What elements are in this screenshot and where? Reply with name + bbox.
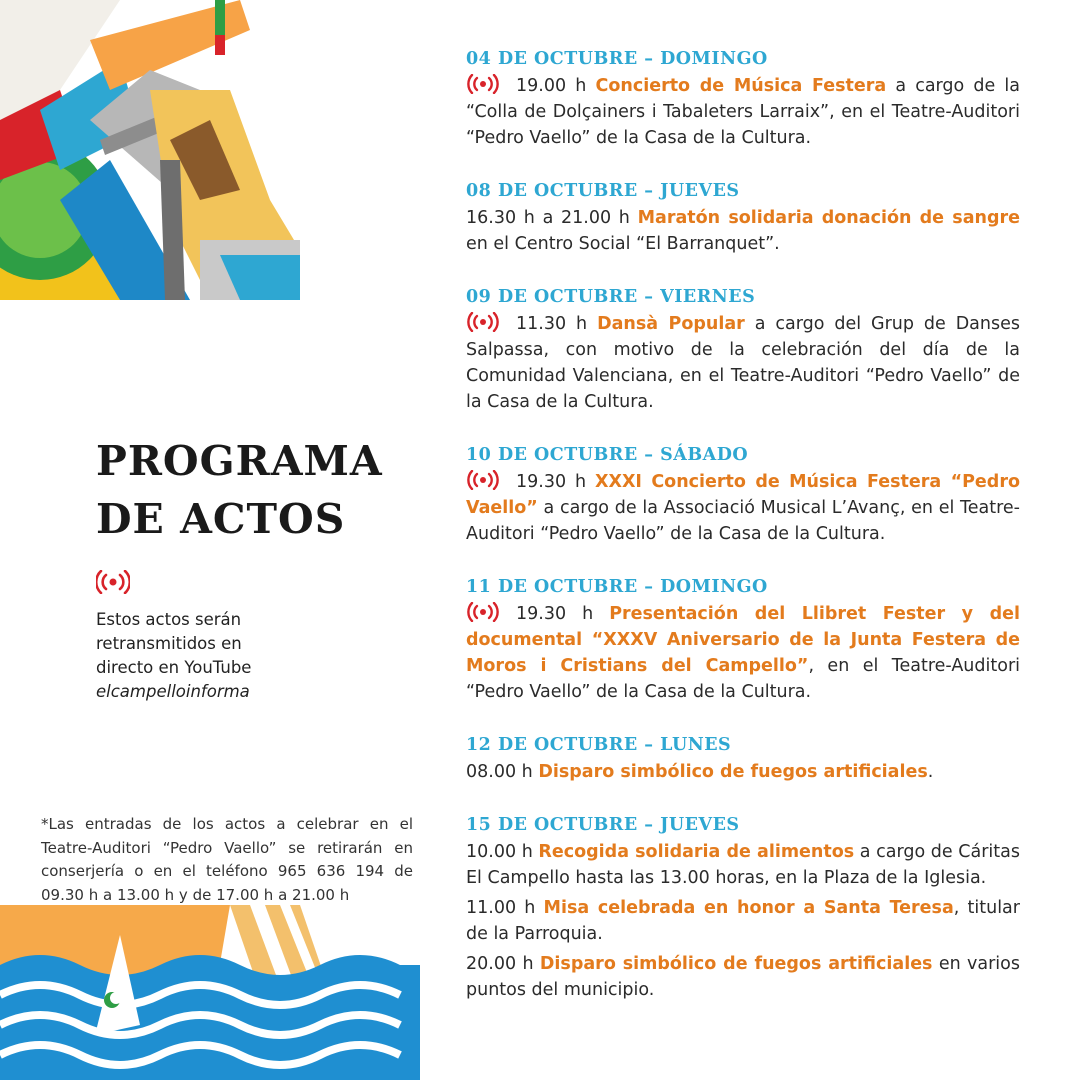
day-block [466,731,1020,789]
live-note-line-3: directo en YouTube [96,658,252,677]
youtube-channel-name: elcampelloinforma [96,682,250,701]
entry-details: . [927,762,934,782]
entry-event: Disparo simbólico de fuegos artificiales [539,954,933,974]
entry-time: 19.00 h [516,76,587,96]
day-heading: 12 DE OCTUBRE – LUNES [466,735,732,755]
entry-details: en varios puntos del municipio. [466,954,1020,1000]
live-broadcast-icon [466,470,500,490]
day-block [466,811,1020,1007]
schedule-entry [466,951,1020,1003]
entry-event: Misa celebrada en honor a Santa Teresa [543,898,954,918]
live-note-line-1: Estos actos serán [96,610,242,629]
entry-event: Dansà Popular [597,314,745,334]
title-line-1: PROGRAMA [96,437,383,485]
entry-time: 19.30 h [516,604,594,624]
live-broadcast-icon [96,570,130,598]
day-block [466,441,1020,551]
live-broadcast-icon [466,602,500,622]
entry-event: Disparo simbólico de fuegos artificiales [538,762,928,782]
schedule-entry [466,73,1020,151]
day-heading: 15 DE OCTUBRE – JUEVES [466,815,740,835]
schedule-entry [466,601,1020,705]
sea-waves-illustration [0,905,470,1080]
day-block [466,45,1020,155]
entry-details: a cargo de la “Colla de Dolçainers i Tabaleters Larraix”, en el Teatre-Auditori “Pedro Vaello” de la Casa de la Cultura. [466,76,1020,148]
entry-details: en el Centro Social “El Barranquet”. [466,234,780,254]
schedule-entry [466,311,1020,415]
entry-details: a cargo de la Associació Musical L’Avanç, en el Teatre-Auditori “Pedro Vaello” de la Casa de la Cultura. [466,498,1020,544]
entry-time: 16.30 h a 21.00 h [466,208,630,228]
day-block [466,177,1020,261]
entry-details: , en el Teatre-Auditori “Pedro Vaello” de la Casa de la Cultura. [466,656,1020,702]
entry-event: Presentación del Llibret Fester y del documental “XXXV Aniversario de la Junta Festera de Moros i Cristians del Campello” [466,604,1020,676]
schedule-entry [466,759,1020,785]
entry-details: a cargo del Grup de Danses Salpassa, con motivo de la celebración del día de la Comunidad Valenciana, en el Teatre-Auditori “Pedro Vaello” de la Casa de la Cultura. [466,314,1020,412]
title-line-2: DE ACTOS [96,495,346,543]
day-block [466,573,1020,709]
day-heading: 09 DE OCTUBRE – VIERNES [466,287,756,307]
entry-time: 20.00 h [466,954,534,974]
entry-time: 11.00 h [466,898,536,918]
entry-time: 11.30 h [516,314,588,334]
entry-time: 08.00 h [466,762,533,782]
schedule-entry [466,205,1020,257]
schedule-entry [466,469,1020,547]
day-heading: 10 DE OCTUBRE – SÁBADO [466,445,749,465]
live-broadcast-icon [466,74,500,94]
day-heading: 04 DE OCTUBRE – DOMINGO [466,49,768,69]
entry-details: , titular de la Parroquia. [466,898,1020,944]
day-block [466,283,1020,419]
program-title [96,432,396,548]
live-note-line-2: retransmitidos en [96,634,242,653]
live-broadcast-note [96,608,326,704]
festival-illustration-top [0,0,310,300]
entry-event: Recogida solidaria de alimentos [538,842,855,862]
entry-time: 19.30 h [516,472,587,492]
schedule-entry [466,895,1020,947]
schedule-entry [466,839,1020,891]
entry-event: Maratón solidaria donación de sangre [637,208,1020,228]
entry-event: Concierto de Música Festera [595,76,887,96]
entry-time: 10.00 h [466,842,533,862]
ticket-footnote: *Las entradas de los actos a celebrar en el Teatre-Auditori “Pedro Vaello” se retirarán en conserjería o en el teléfono 965 636 194 de 09.30 h a 13.00 h y de 17.00 h a 21.00 h [41,815,413,904]
entry-details: a cargo de Cáritas El Campello hasta las 13.00 horas, en la Plaza de la Iglesia. [466,842,1020,888]
day-heading: 11 DE OCTUBRE – DOMINGO [466,577,768,597]
entry-event: XXXI Concierto de Música Festera “Pedro Vaello” [466,472,1020,518]
live-broadcast-icon [466,312,500,332]
day-heading: 08 DE OCTUBRE – JUEVES [466,181,740,201]
